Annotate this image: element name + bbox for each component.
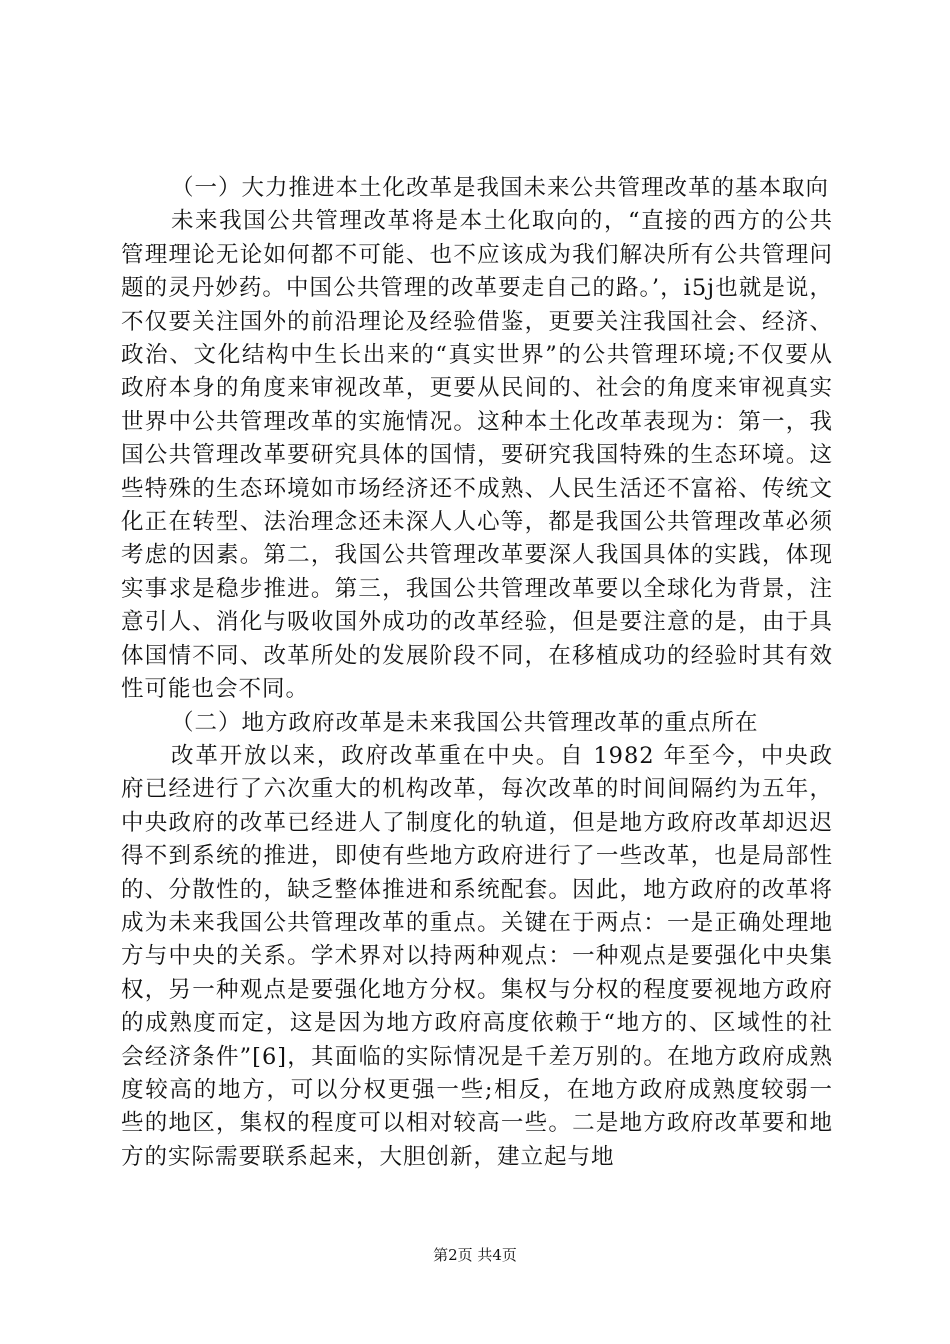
paragraph-2: 改革开放以来，政府改革重在中央。自 1982 年至今，中央政府已经进行了六次重大的机构改革，每次改革的时间间隔约为五年，中央政府的改革已经进人了制度化的轨道，但是地方政府改革却迟迟得不到系统的推进，即使有些地方政府进行了一些改革，也是局部性的、分散性的，缺乏整体推进和系统配套。因此，地方政府的改革将成为未来我国公共管理改革的重点。关键在于两点：一是正确处理地方与中央的关系。学术界对以持两种观点：一种观点是要强化中央集权，另一种观点是要强化地方分权。集权与分权的程度要视地方政府的成熟度而定，这是因为地方政府高度依赖于“地方的、区域性的社会经济条件”[6]，其面临的实际情况是千差万别的。在地方政府成熟度较高的地方，可以分权更强一些;相反，在地方政府成熟度较弱一些的地区，集权的程度可以相对较高一些。二是地方政府改革要和地方的实际需要联系起来，大胆创新，建立起与地 <box>121 742 833 1170</box>
page-number-footer: 第2页 共4页 <box>433 1246 517 1264</box>
section-heading-1: （一）大力推进本土化改革是我国未来公共管理改革的基本取向 <box>171 175 830 201</box>
document-body <box>121 172 833 1174</box>
paragraph-1: 未来我国公共管理改革将是本土化取向的，“直接的西方的公共管理理论无论如何都不可能、也不应该成为我们解决所有公共管理问题的灵丹妙药。中国公共管理的改革要走自己的路。’，i5j也就是说，不仅要关注国外的前沿理论及经验借鉴，更要关注我国社会、经济、政治、文化结构中生长出来的“真实世界”的公共管理环境;不仅要从政府本身的角度来审视改革，更要从民间的、社会的角度来审视真实世界中公共管理改革的实施情况。这种本土化改革表现为：第一，我国公共管理改革要研究具体的国情，要研究我国特殊的生态环境。这些特殊的生态环境如市场经济还不成熟、人民生活还不富裕、传统文化正在转型、法治理念还未深人人心等，都是我国公共管理改革必须考虑的因素。第二，我国公共管理改革要深人我国具体的实践，体现实事求是稳步推进。第三，我国公共管理改革要以全球化为背景，注意引人、消化与吸收国外成功的改革经验，但是要注意的是，由于具体国情不同、改革所处的发展阶段不同，在移植成功的经验时其有效性可能也会不同。 <box>121 208 833 703</box>
section-heading-2: （二）地方政府改革是未来我国公共管理改革的重点所在 <box>171 709 759 736</box>
